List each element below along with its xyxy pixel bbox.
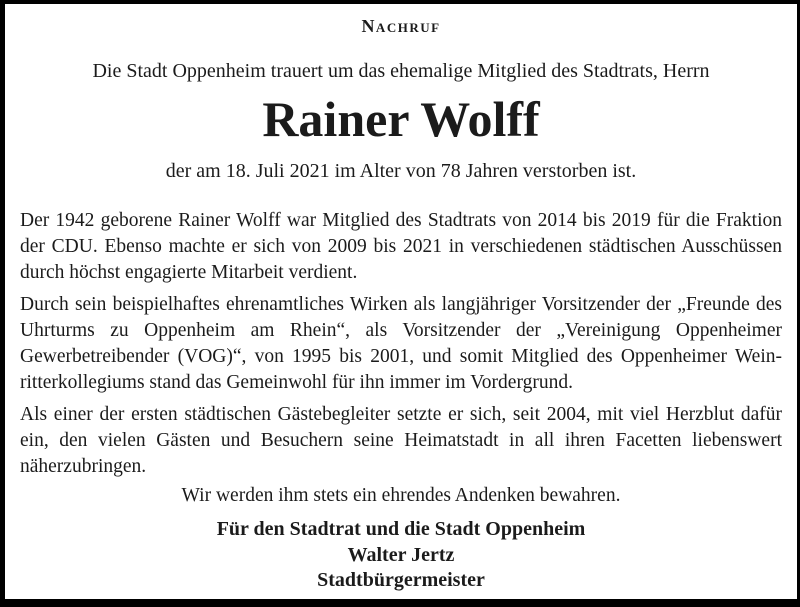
deceased-name: Rainer Wolff (262, 91, 540, 147)
signature-organization: Für den Stadtrat und die Stadt Oppenheim (216, 518, 586, 540)
body-paragraph-volunteer-work: Durch sein beispielhaftes ehrenamtliches Wirken als langjähriger Vorsitzender der „Freunde des Uhrturms zu Oppenheim am Rhein“, als Vorsitzender der „Vereinigung Oppenheimer Gewerbetreibender (VOG)“, von 1995 bis 2001, und somit Mitglied des Oppenheimer Weinritterkollegiums stand das Gemeinwohl für ihn immer im Vordergrund. (20, 294, 782, 393)
signature-block (20, 517, 782, 594)
closing-remembrance-line: Wir werden ihm stets ein ehrendes Andenken bewahren. (181, 485, 621, 506)
notice-intro-line: Die Stadt Oppenheim trauert um das ehemalige Mitglied des Stadtrats, Herrn (92, 60, 710, 82)
signature-person-title: Stadtbürgermeister (317, 569, 485, 591)
body-paragraph-council: Der 1942 geborene Rainer Wolff war Mitglied des Stadtrats von 2014 bis 2019 für die Fraktion der CDU. Ebenso machte er sich von 2009 bis 2021 in verschiedenen städtischen Ausschüssen durch höchst engagierte Mitarbeit verdient. (20, 210, 782, 283)
notice-kicker: Nachruf (361, 16, 441, 36)
body-paragraph-city-guide: Als einer der ersten städtischen Gästebegleiter setzte er sich, seit 2004, mit viel Herzblut dafür ein, den vielen Gästen und Besuchern seine Heimatstadt in all ihren Facetten liebenswert näherzubringen. (20, 404, 782, 477)
death-date-line: der am 18. Juli 2021 im Alter von 78 Jahren verstorben ist. (165, 160, 637, 182)
signature-person-name: Walter Jertz (347, 543, 455, 566)
